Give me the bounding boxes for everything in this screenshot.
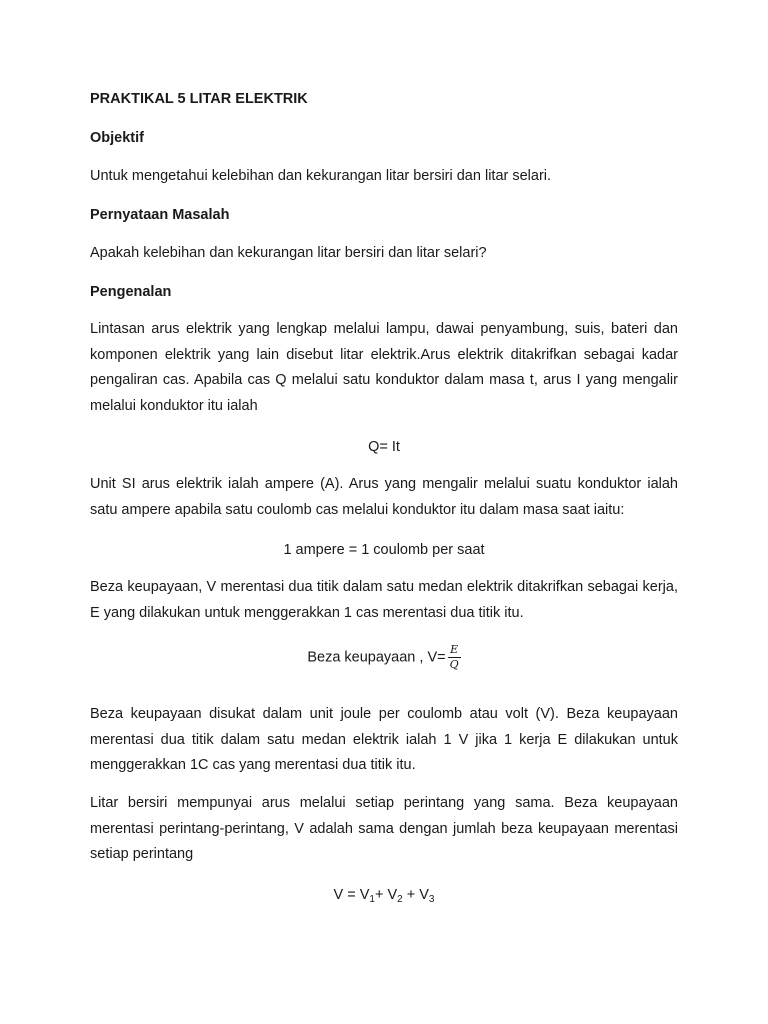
- masalah-text: Apakah kelebihan dan kekurangan litar bersiri dan litar selari?: [90, 245, 487, 261]
- pengenalan-paragraph-5: Litar bersiri mempunyai arus melalui setiap perintang yang sama. Beza keupayaan merentasi perintang-perintang, V adalah sama dengan jumlah beza keupayaan merentasi setiap perintang: [90, 795, 678, 862]
- eq-sub-2: 2: [397, 894, 403, 905]
- objektif-text: Untuk mengetahui kelebihan dan kekurangan litar bersiri dan litar selari.: [90, 168, 552, 184]
- equation-potential-difference: [90, 643, 678, 672]
- heading-objektif: Objektif: [90, 130, 144, 146]
- pengenalan-paragraph-3: Beza keupayaan, V merentasi dua titik dalam satu medan elektrik ditakrifkan sebagai kerja, E yang dilakukan untuk menggerakkan 1 cas merentasi dua titik itu.: [90, 579, 678, 621]
- eq-sub-3: 3: [428, 894, 435, 905]
- fraction-denominator: Q: [449, 658, 459, 671]
- heading-pernyataan-masalah: Pernyataan Masalah: [90, 207, 230, 223]
- document-title: PRAKTIKAL 5 LITAR ELEKTRIK: [90, 91, 308, 107]
- pengenalan-paragraph-4: Beza keupayaan disukat dalam unit joule per coulomb atau volt (V). Beza keupayaan merentasi dua titik dalam satu medan elektrik ialah 1 V jika 1 kerja E dilakukan untuk menggerakkan 1C cas yang merentasi dua titik itu.: [90, 706, 678, 773]
- eq-lhs: V = V: [333, 887, 370, 903]
- fraction: [448, 643, 461, 672]
- pengenalan-paragraph-2: Unit SI arus elektrik ialah ampere (A). Arus yang mengalir melalui suatu konduktor ialah satu ampere apabila satu coulomb cas melalui konduktor itu dalam masa saat iaitu:: [90, 476, 678, 518]
- pengenalan-paragraph-1: Lintasan arus elektrik yang lengkap melalui lampu, dawai penyambung, suis, bateri dan komponen elektrik yang lain disebut litar elektrik.Arus elektrik ditakrifkan sebagai kadar pengaliran cas. Apabila cas Q melalui satu konduktor dalam masa t, arus I yang mengalir melalui konduktor itu ialah: [90, 321, 678, 414]
- equation-charge: Q= It: [368, 439, 400, 455]
- equation-ampere: 1 ampere = 1 coulomb per saat: [283, 542, 485, 558]
- equation-series-voltage: [90, 887, 678, 905]
- fraction-numerator: E: [448, 643, 461, 658]
- eq-term-2: + V: [374, 887, 398, 903]
- equation-prefix: Beza keupayaan , V=: [307, 649, 446, 666]
- eq-term-3: + V: [402, 887, 429, 903]
- heading-pengenalan: Pengenalan: [90, 284, 172, 300]
- eq-sub-1: 1: [369, 894, 375, 905]
